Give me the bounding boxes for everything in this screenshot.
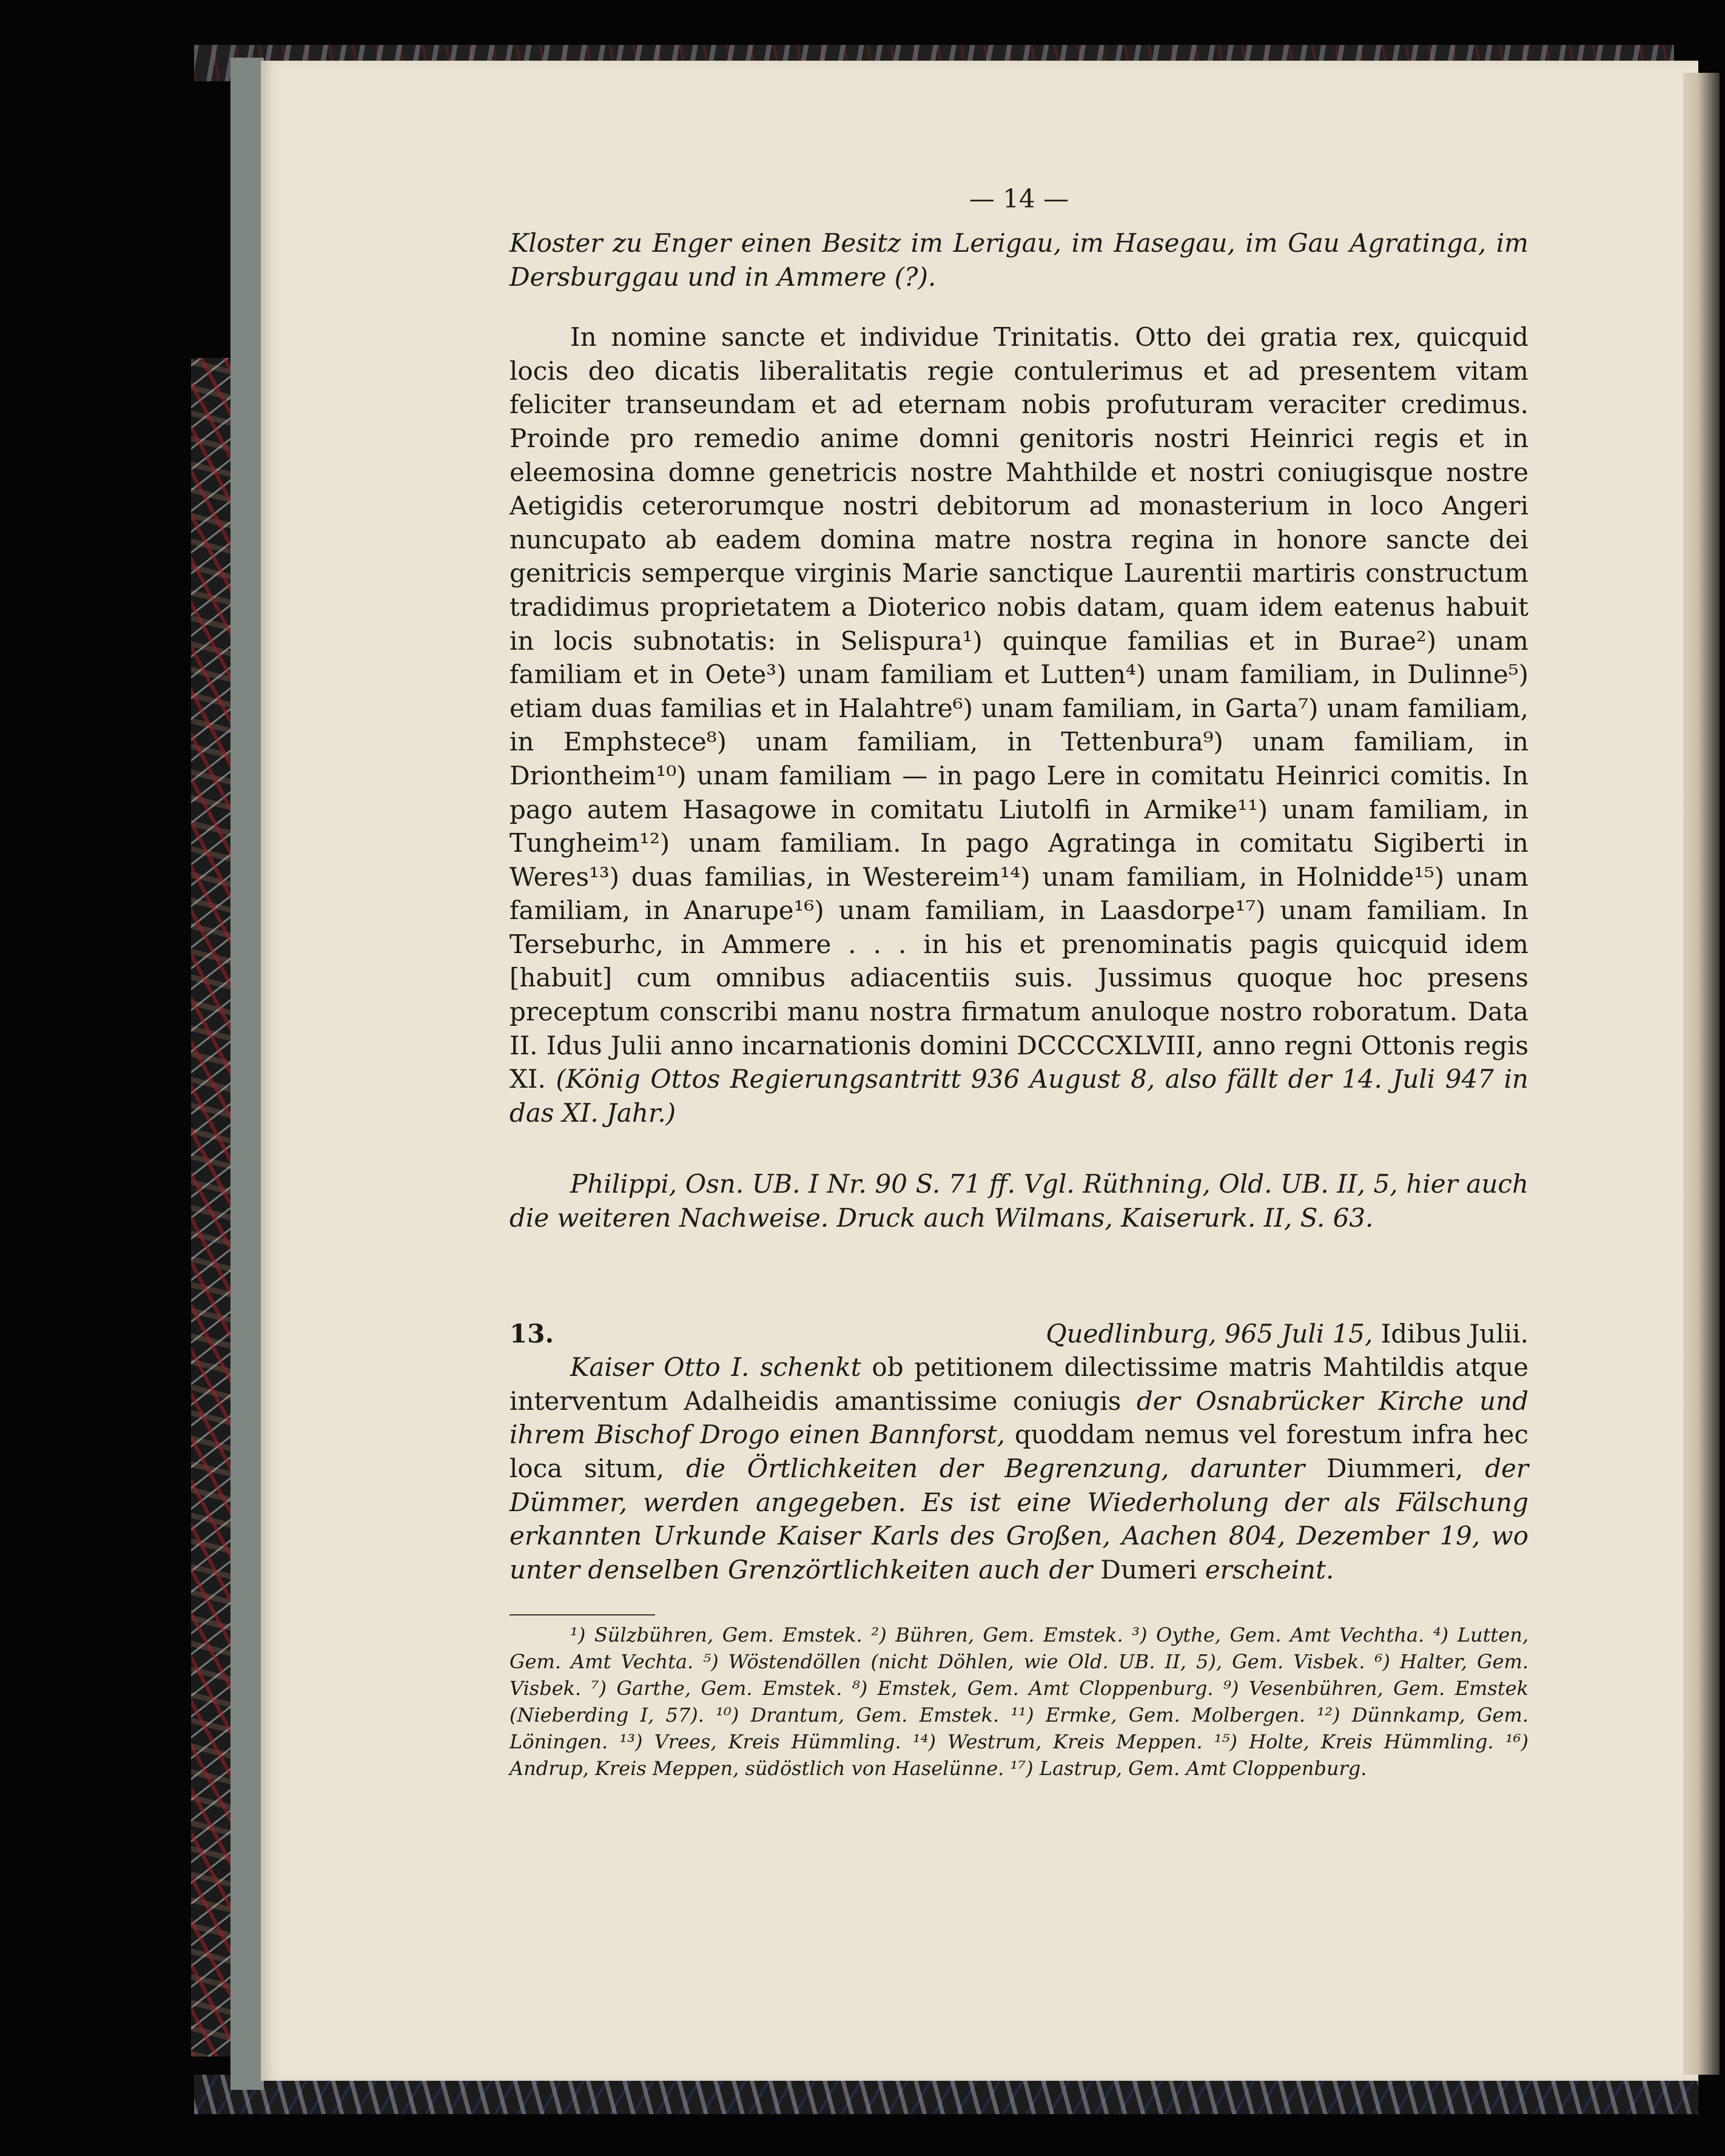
regest-seg: die Örtlichkeiten der Begrenzung, darunter <box>685 1454 1305 1483</box>
footnotes: ¹) Sülzbühren, Gem. Emstek. ²) Bühren, Gem. Emstek. ³) Oythe, Gem. Amt Vechtha. ⁴) Lutten, Gem. Amt Vechta. ⁵) Wöstendöllen (nicht Döhlen, wie Old. UB. II, 5), Gem. Visbek. ⁶) Halter, Gem. Visbek. ⁷) Garthe, Gem. Emstek. ⁸) Emstek, Gem. Amt Cloppenburg. ⁹) Vesenbühren, Gem. Emstek (Nieberding I, 57). ¹⁰) Drantum, Gem. Emstek. ¹¹) Ermke, Gem. Molbergen. ¹²) Dünnkamp, Gem. Löningen. ¹³) Vrees, Kreis Hümmling. ¹⁴) Westrum, Kreis Meppen. ¹⁵) Holte, Kreis Hümmling. ¹⁶) Andrup, Kreis Meppen, südöstlich von Haselünne. ¹⁷) Lastrup, Gem. Amt Cloppenburg. <box>509 1623 1528 1780</box>
latin-text: In nomine sancte et individue Trinitatis. Otto dei gratia rex, quicquid locis deo dicatis liberalitatis regie contulerimus et ad presentem vitam feliciter transeundam et ad eternam nobis profuturam veraciter credimus. Proinde pro remedio anime domni genitoris nostri Heinrici regis et in eleemosina domne genetricis nostre Mahthilde et nostri coniugisque nostre Aetigidis ceterorumque nostri debitorum ad monasterium in loco Angeri nuncupato ab eadem domina matre nostra regina in honore sancte dei genitricis semperque virginis Marie sanctique Laurentii martiris constructum tradidimus proprietatem a Dioterico nobis datam, quam idem eatenus habuit in locis subnotatis: in Selispura¹) quinque familias et in Burae²) unam familiam et in Oete³) unam familiam et Lutten⁴) unam familiam, in Dulinne⁵) etiam duas familias et in Halahtre⁶) unam familiam, in Garta⁷) unam familiam, in Emphstece⁸) unam familiam, in Tettenbura⁹) unam familiam, in Driontheim¹⁰) unam familiam — in pago Lere in comitatu Heinrici comitis. In pago autem Hasagowe in comitatu Liutolfi in Armike¹¹) unam familiam, in Tungheim¹²) unam familiam. In pago Agratinga in comitatu Sigiberti in Weres¹³) duas familias, in Westereim¹⁴) unam familiam, in Holnidde¹⁵) unam familiam, in Anarupe¹⁶) unam familiam, in Laasdorpe¹⁷) unam familiam. In Terseburhc, in Ammere . . . in his et prenominatis pagis quicquid idem [habuit] cum omnibus adiacentiis suis. Jussimus quoque hoc presens preceptum conscribi manu nostra firmatum anuloque nostro roboratum. Data II. Idus Julii anno incarnationis domini DCCCCXLVIII, anno regni Ottonis regis XI. <box>509 322 1528 1094</box>
page-content <box>509 182 1528 1782</box>
page-gutter-edge <box>1683 73 1720 2075</box>
charter-12-regest-end: Kloster zu Enger einen Besitz im Lerigau, im Hasegau, im Gau Agratinga, im Dersburggau und in Ammere (?). <box>509 228 1528 292</box>
regest-seg: der Osnabrücker Kirche und ihrem Bischof Drogo einen Bannforst, <box>509 1386 1528 1450</box>
regest-seg: Kaiser Otto I. schenkt <box>570 1352 861 1383</box>
charter-place-date <box>1046 1317 1528 1351</box>
regest-seg: ob petitionem dilectissime matris Mahtildis atque interventum Adalheidis amantissime coniugis <box>509 1352 1528 1416</box>
regest-seg: erscheint. <box>1205 1554 1334 1585</box>
roman-date: Idibus Julii. <box>1380 1318 1528 1349</box>
regest-seg: quoddam nemus vel forestum infra hec loca situm, <box>509 1420 1528 1483</box>
charter-13-regest <box>509 1350 1528 1586</box>
marbled-cover-edge <box>191 358 237 2057</box>
footnote-rule <box>509 1614 655 1615</box>
charter-13-heading <box>509 1317 1528 1351</box>
page-number: — 14 — <box>969 184 1069 214</box>
charter-12-sources: Philippi, Osn. UB. I Nr. 90 S. 71 ff. Vgl. Rüthning, Old. UB. II, 5, hier auch die weiteren Nachweise. Druck auch Wilmans, Kaiserurk. II, S. 63. <box>509 1169 1528 1233</box>
regest-seg: Diummeri, <box>1305 1454 1485 1483</box>
binding-strip <box>230 58 264 2090</box>
german-dating-note: (König Ottos Regierungsantritt 936 August 8, also fällt der 14. Juli 947 in das XI. Jahr.) <box>509 1064 1528 1128</box>
place-date: Quedlinburg, 965 Juli 15, <box>1046 1318 1373 1349</box>
charter-12-latin-text <box>509 320 1528 1130</box>
charter-number: 13. <box>509 1318 554 1349</box>
regest-seg: Dumeri <box>1092 1554 1205 1585</box>
regest-seg: der Dümmer, werden angegeben. Es ist eine Wiederholung der als Fälschung erkannten Urkunde Kaiser Karls des Großen, Aachen 804, Dezember 19, wo unter denselben Grenzörtlichkeiten auch der <box>509 1454 1528 1585</box>
